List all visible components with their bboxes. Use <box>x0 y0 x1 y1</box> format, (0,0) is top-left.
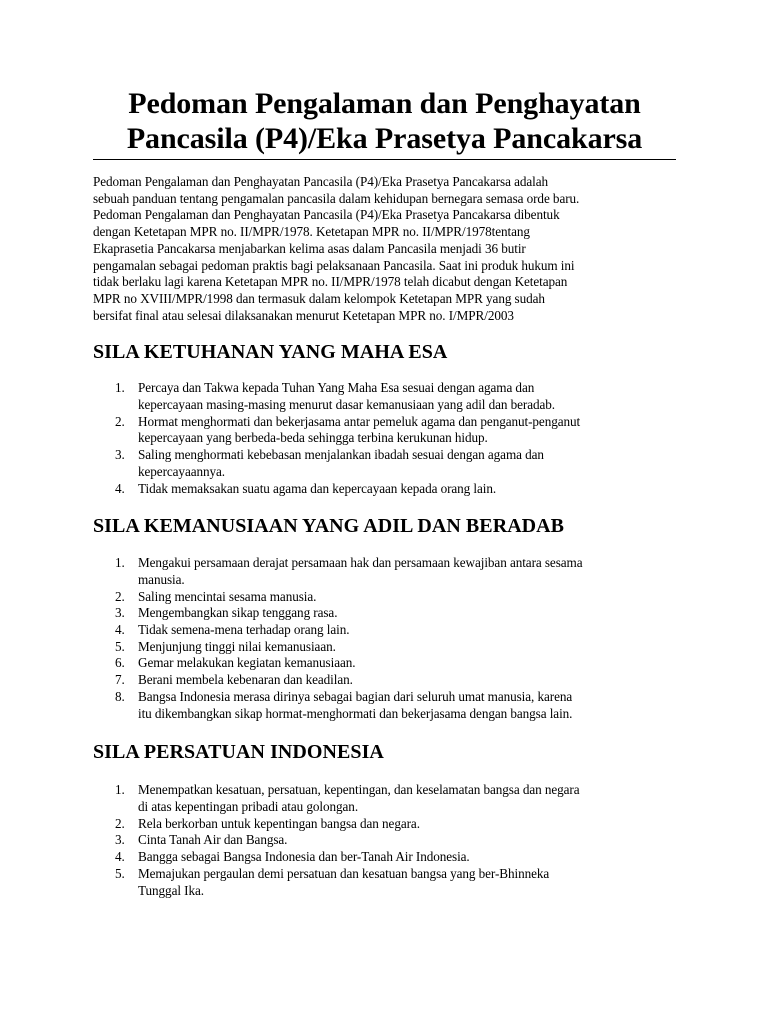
list-item-text: Percaya dan Takwa kepada Tuhan Yang Maha Esa sesuai dengan agama dan <box>138 380 535 396</box>
list-item-number: 8. <box>115 688 125 704</box>
list-item <box>93 481 676 498</box>
intro-paragraph <box>93 174 676 324</box>
list-item-text: Saling menghormati kebebasan menjalankan ibadah sesuai dengan agama dan <box>138 447 544 463</box>
intro-line: sebuah panduan tentang pengamalan pancasila dalam kehidupan bernegara semasa orde baru. <box>93 190 580 206</box>
list-item-text: Mengembangkan sikap tenggang rasa. <box>138 605 338 621</box>
list-item-number: 2. <box>115 588 125 604</box>
list-item-text: Tidak memaksakan suatu agama dan kepercayaan kepada orang lain. <box>138 480 497 496</box>
list-item-number: 2. <box>115 815 125 831</box>
list-item <box>93 555 676 588</box>
list-item-text: kepercayaan masing-masing menurut dasar kemanusiaan yang adil dan beradab. <box>138 397 556 413</box>
list-item-text: Menjunjung tinggi nilai kemanusiaan. <box>138 638 336 654</box>
list-item-text: Rela berkorban untuk kepentingan bangsa dan negara. <box>138 815 420 831</box>
section-heading: SILA KEMANUSIAAN YANG ADIL DAN BERADAB <box>93 515 565 538</box>
intro-line: Ekaprasetia Pancakarsa menjabarkan kelima asas dalam Pancasila menjadi 36 butir <box>93 240 526 256</box>
list-item-number: 5. <box>115 638 125 654</box>
list-item-number: 1. <box>115 555 125 571</box>
list-item-text: kepercayaan yang berbeda-beda sehingga terbina kerukunan hidup. <box>138 430 488 446</box>
list-item-text: kepercayaannya. <box>138 463 226 479</box>
list-item-text: Tunggal Ika. <box>138 882 204 898</box>
list-item-number: 4. <box>115 622 125 638</box>
list-item-number: 6. <box>115 655 125 671</box>
list-item-number: 3. <box>115 832 125 848</box>
section-persatuan <box>93 740 676 899</box>
list-item-number: 4. <box>115 849 125 865</box>
section-heading: SILA PERSATUAN INDONESIA <box>93 741 384 764</box>
list-item-number: 1. <box>115 380 125 396</box>
intro-line: dengan Ketetapan MPR no. II/MPR/1978. Ketetapan MPR no. II/MPR/1978tentang <box>93 224 530 240</box>
list-item <box>93 849 676 866</box>
list-item-text: Bangsa Indonesia merasa dirinya sebagai bagian dari seluruh umat manusia, karena <box>138 688 573 704</box>
list-item <box>93 380 676 413</box>
list-item-text: Gemar melakukan kegiatan kemanusiaan. <box>138 655 356 671</box>
intro-line: tidak berlaku lagi karena Ketetapan MPR no. II/MPR/1978 telah dicabut dengan Ketetapan <box>93 274 568 290</box>
document-page <box>93 84 676 899</box>
numbered-list <box>93 555 676 722</box>
list-item <box>93 782 676 815</box>
list-item-number: 3. <box>115 605 125 621</box>
list-item <box>93 605 676 622</box>
list-item-text: Memajukan pergaulan demi persatuan dan kesatuan bangsa yang ber-Bhinneka <box>138 865 550 881</box>
numbered-list <box>93 782 676 899</box>
title-line: Pedoman Pengalaman dan Penghayatan <box>128 87 641 120</box>
list-item <box>93 689 676 722</box>
list-item <box>93 447 676 480</box>
list-item <box>93 832 676 849</box>
document-title <box>93 84 676 159</box>
list-item-text: Bangga sebagai Bangsa Indonesia dan ber-Tanah Air Indonesia. <box>138 849 470 865</box>
intro-line: bersifat final atau selesai dilaksanakan menurut Ketetapan MPR no. I/MPR/2003 <box>93 307 514 323</box>
list-item <box>93 414 676 447</box>
list-item-number: 3. <box>115 447 125 463</box>
list-item-number: 5. <box>115 865 125 881</box>
title-line: Pancasila (P4)/Eka Prasetya Pancakarsa <box>126 122 643 155</box>
list-item-text: Mengakui persamaan derajat persamaan hak dan persamaan kewajiban antara sesama <box>138 555 583 571</box>
list-item-text: Menempatkan kesatuan, persatuan, kepentingan, dan keselamatan bangsa dan negara <box>138 782 580 798</box>
section-heading: SILA KETUHANAN YANG MAHA ESA <box>93 341 448 364</box>
intro-line: MPR no XVIII/MPR/1998 dan termasuk dalam kelompok Ketetapan MPR yang sudah <box>93 290 545 306</box>
list-item-number: 7. <box>115 672 125 688</box>
list-item <box>93 622 676 639</box>
list-item-text: di atas kepentingan pribadi atau golongan. <box>138 798 359 814</box>
list-item <box>93 655 676 672</box>
list-item <box>93 816 676 833</box>
intro-line: Pedoman Pengalaman dan Penghayatan Pancasila (P4)/Eka Prasetya Pancakarsa adalah <box>93 174 549 189</box>
numbered-list <box>93 380 676 497</box>
intro-line: pengamalan sebagai pedoman praktis bagi pelaksanaan Pancasila. Saat ini produk hukum ini <box>93 257 575 273</box>
title-divider <box>93 159 676 160</box>
list-item <box>93 672 676 689</box>
list-item <box>93 589 676 606</box>
section-ketuhanan <box>93 340 676 497</box>
list-item-number: 1. <box>115 782 125 798</box>
intro-line: Pedoman Pengalaman dan Penghayatan Pancasila (P4)/Eka Prasetya Pancakarsa dibentuk <box>93 207 560 223</box>
list-item-text: Cinta Tanah Air dan Bangsa. <box>138 832 288 848</box>
list-item-text: Saling mencintai sesama manusia. <box>138 588 317 604</box>
list-item-text: Berani membela kebenaran dan keadilan. <box>138 672 353 688</box>
list-item <box>93 639 676 656</box>
list-item-number: 4. <box>115 480 125 496</box>
list-item-text: manusia. <box>138 571 185 587</box>
list-item-text: Tidak semena-mena terhadap orang lain. <box>138 622 350 638</box>
list-item-text: Hormat menghormati dan bekerjasama antar pemeluk agama dan penganut-penganut <box>138 413 581 429</box>
list-item-number: 2. <box>115 413 125 429</box>
list-item <box>93 866 676 899</box>
section-kemanusiaan <box>93 514 676 722</box>
list-item-text: itu dikembangkan sikap hormat-menghormati dan bekerjasama dengan bangsa lain. <box>138 705 573 721</box>
